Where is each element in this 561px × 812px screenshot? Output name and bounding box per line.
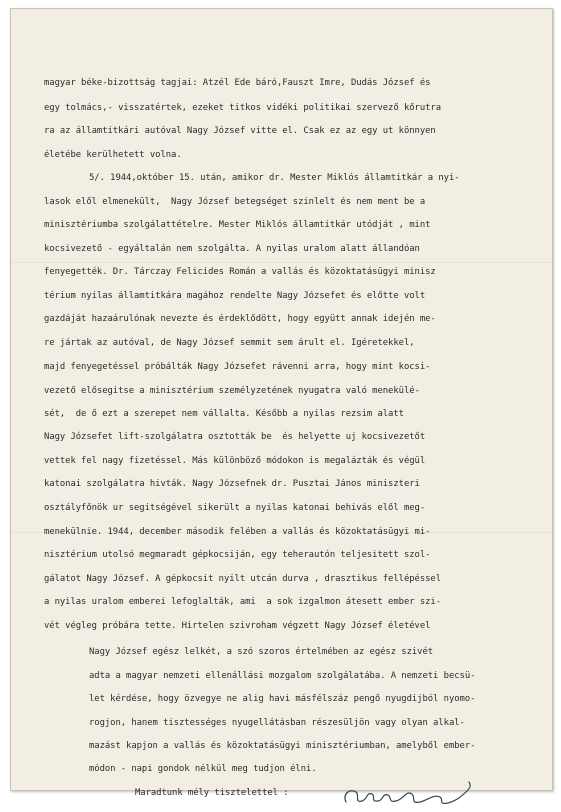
text-line: fenyegették. Dr. Tárczay Felicides Román a vallás és közoktatásügyi minisz	[44, 267, 436, 277]
text-line: Nagy József egész lelkét, a szó szoros értelmében az egész szivét	[89, 647, 434, 657]
text-line: térium nyilas államtitkára magához rendelte Nagy Józsefet és előtte volt	[44, 291, 426, 301]
text-line: vettek fel nagy fizetéssel. Más különböző módokon is megalázták és végül	[44, 456, 426, 466]
text-line: 5/. 1944,október 15. után, amikor dr. Mester Miklós államtitkár a nyi-	[89, 173, 460, 183]
text-line: a nyilas uralom emberei lefoglalták, ami a sok izgalmon átesett ember szi-	[44, 597, 441, 607]
closing-salutation: Maradtunk mély tisztelettel :	[135, 788, 289, 798]
paper-crease	[10, 262, 553, 263]
text-line: katonai szolgálatra hivták. Nagy Józsefnek dr. Pusztai János miniszteri	[44, 479, 420, 489]
text-line: nisztérium utolsó megmaradt gépkocsiján, egy teherautón teljesitett szol-	[44, 550, 431, 560]
text-line: mazást kapjon a vallás és közoktatásügyi minisztériumban, amelyből ember-	[89, 741, 476, 751]
text-line: vezető elősegitse a minisztérium személyzetének nyugatra való menekülé-	[44, 386, 420, 396]
text-line: gazdáját hazaárulónak nevezte és érdeklődött, hogy együtt annak idején me-	[44, 314, 436, 324]
text-line: minisztériumba szolgálattételre. Mester Miklós államtitkár utódját , mint	[44, 220, 431, 230]
text-line: egy tolmács,- visszatértek, ezeket titkos vidéki politikai szervező kőrutra	[44, 103, 441, 113]
text-line: menekülnie. 1944, december második felében a vallás és közoktatásügyi mi-	[44, 527, 431, 537]
text-line: módon - napi gondok nélkül meg tudjon élni.	[89, 764, 317, 774]
text-line: gálatot Nagy József. A gépkocsit nyilt utcán durva , drasztikus fellépéssel	[44, 574, 441, 584]
text-line: Nagy Józsefet lift-szolgálatra osztották be és helyette uj kocsivezetőt	[44, 432, 426, 442]
text-line: adta a magyar nemzeti ellenállási mozgalom szolgálatába. A nemzeti becsü-	[89, 671, 476, 681]
handwritten-signature	[340, 772, 480, 812]
text-line: életébe kerülhetett volna.	[44, 150, 182, 160]
text-line: vét végleg próbára tette. Hirtelen szivroham végzett Nagy József életével	[44, 621, 431, 631]
text-line: rogjon, hanem tisztességes nyugellátásban részesüljön vagy olyan alkal-	[89, 718, 465, 728]
text-line: majd fenyegetéssel próbálták Nagy Józsefet rávenni arra, hogy mint kocsi-	[44, 362, 431, 372]
text-line: sét, de ő ezt a szerepet nem vállalta. Később a nyilas rezsim alatt	[44, 409, 404, 419]
text-line: lasok elől elmenekült, Nagy József betegséget szinlelt és nem ment be a	[44, 197, 426, 207]
text-line: let kérdése, hogy özvegye ne alig havi másfélszáz pengő nyugdijból nyomo-	[89, 694, 476, 704]
text-line: magyar béke-bizottság tagjai: Atzél Ede báró,Fauszt Imre, Dudás József és	[44, 78, 431, 88]
text-line: osztályfőnök ur segitségével sikerült a nyilas katonai behivás elől meg-	[44, 503, 426, 513]
text-line: kocsivezető - egyáltalán nem szolgálta. A nyilas uralom alatt állandóan	[44, 244, 420, 254]
text-line: ra az államtitkári autóval Nagy József vitte el. Csak ez az egy ut könnyen	[44, 126, 436, 136]
text-line: re jártak az autóval, de Nagy József semmit sem árult el. Igéretekkel,	[44, 338, 415, 348]
